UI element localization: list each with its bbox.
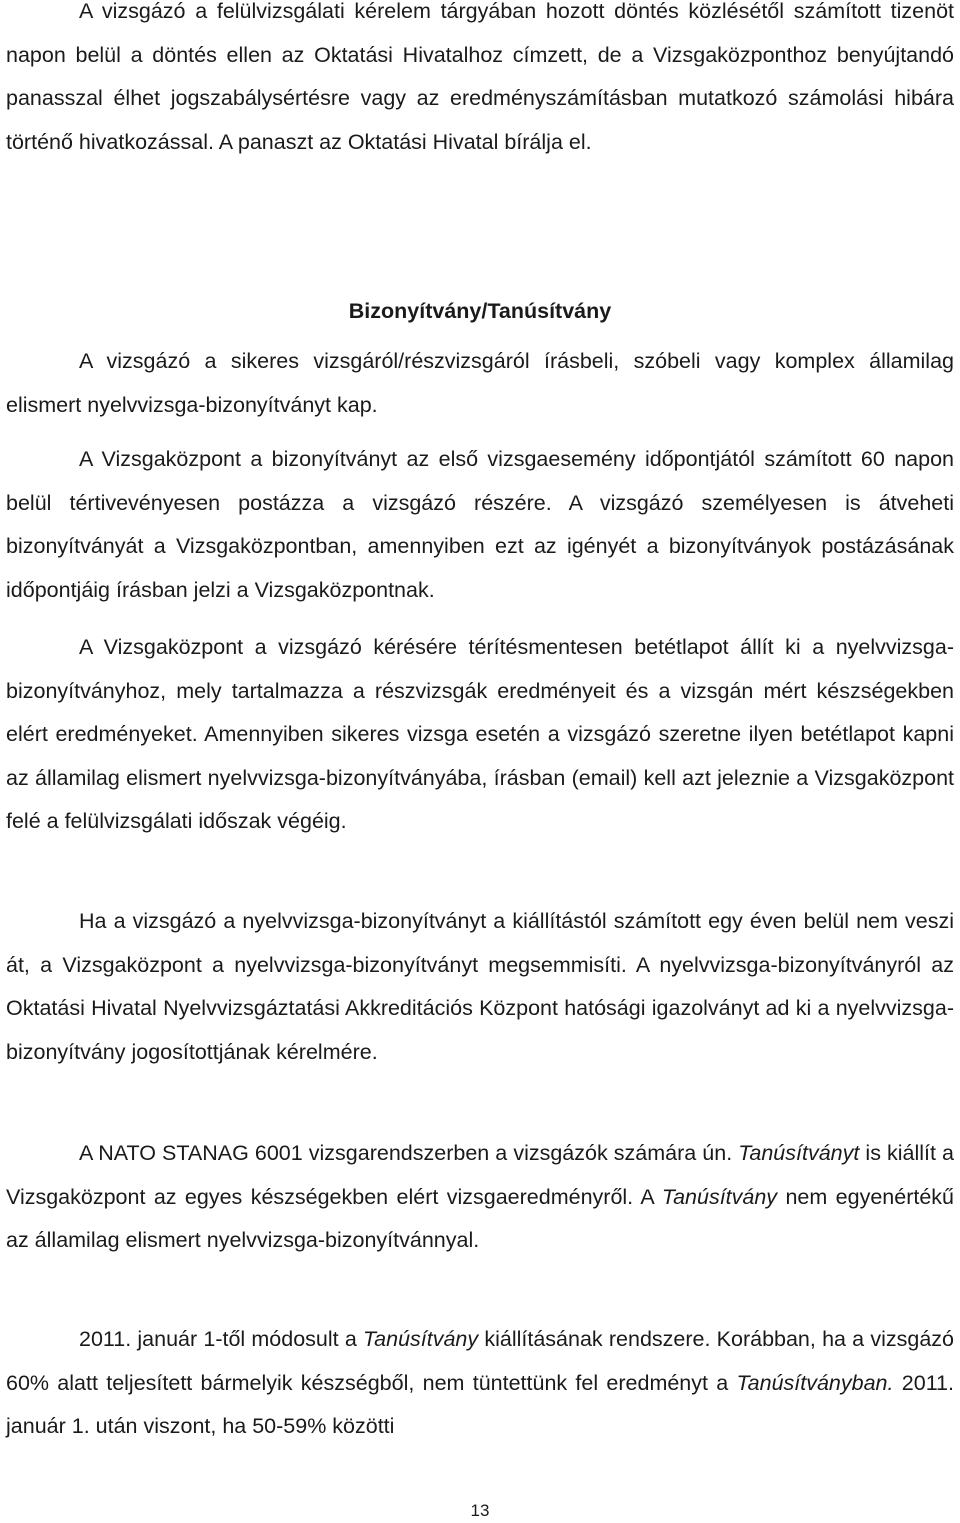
text-run: 2011. január 1-től módosult a [79,1327,363,1351]
text-run: A NATO STANAG 6001 vizsgarendszerben a vizsgázók számára ún. [79,1141,739,1165]
page-number: 13 [470,1501,490,1520]
paragraph-2011-change [6,1318,954,1449]
text-run: nem egyenértékű az államilag elismert nyelvvizsga-bizonyítvánnyal. [6,1184,954,1253]
text-run: is kiállít a Vizsgaközpont az egyes készségekben elért vizsgaeredményről. A [6,1141,955,1209]
text-run: kiállításának rendszere. Korábban, ha a vizsgázó 60% alatt teljesített bármelyik készségből, nem tüntettünk fel eredményt a [6,1327,954,1395]
italic-term: Tanúsítvány [363,1327,479,1351]
paragraph-complaint: A vizsgázó a felülvizsgálati kérelem tárgyában hozott döntés közlésétől számított tizenöt napon belül a döntés ellen az Oktatási Hivatalhoz címzett, de a Vizsgaközponthoz benyújtandó panasszal élhet jogszabálysértésre vagy az eredményszámításban mutatkozó számolási hibára történő hivatkozással. A panaszt az Oktatási Hivatal bírálja el. [6,0,954,154]
paragraph-nato-stanag [6,1132,954,1263]
italic-term: Tanúsítvány [661,1184,778,1209]
paragraph-certificate-received: A vizsgázó a sikeres vizsgáról/részvizsgáról írásbeli, szóbeli vagy komplex államilag elismert nyelvvizsga-bizonyítványt kap. [6,349,954,417]
paragraph-certificate-mailing: A Vizsgaközpont a bizonyítványt az első vizsgaesemény időpontjától számított 60 napon belül tértivevényesen postázza a vizsgázó részére. A vizsgázó személyesen is átveheti bizonyítványát a Vizsgaközpontban, amennyiben ezt az igényét a bizonyítványok postázásának időpontjáig írásban jelzi a Vizsgaközpontnak. [6,447,954,602]
section-heading: Bizonyítvány/Tanúsítvány [348,299,612,323]
italic-term: Tanúsítványt [738,1141,860,1165]
paragraph-certificate-destruction: Ha a vizsgázó a nyelvvizsga-bizonyítványt a kiállítástól számított egy éven belül nem veszi át, a Vizsgaközpont a nyelvvizsga-bizonyítványt megsemmisíti. A nyelvvizsga-bizonyítványról az Oktatási Hivatal Nyelvvizsgáztatási Akkreditációs Központ hatósági igazolványt ad ki a nyelvvizsga-bizonyítvány jogosítottjának kérelmére. [6,909,954,1064]
italic-term: Tanúsítványban. [736,1370,894,1395]
paragraph-insert-sheet: A Vizsgaközpont a vizsgázó kérésére térítésmentesen betétlapot állít ki a nyelvvizsga-bizonyítványhoz, mely tartalmazza a részvizsgák eredményeit és a vizsgán mért készségekben elért eredményeket. Amennyiben sikeres vizsga esetén a vizsgázó szeretne ilyen betétlapot kapni az államilag elismert nyelvvizsga-bizonyítványába, írásban (email) kell azt jeleznie a Vizsgaközpont felé a felülvizsgálati időszak végéig. [6,635,954,834]
text-run: 2011. január 1. után viszont, ha 50-59% közötti [6,1370,954,1439]
